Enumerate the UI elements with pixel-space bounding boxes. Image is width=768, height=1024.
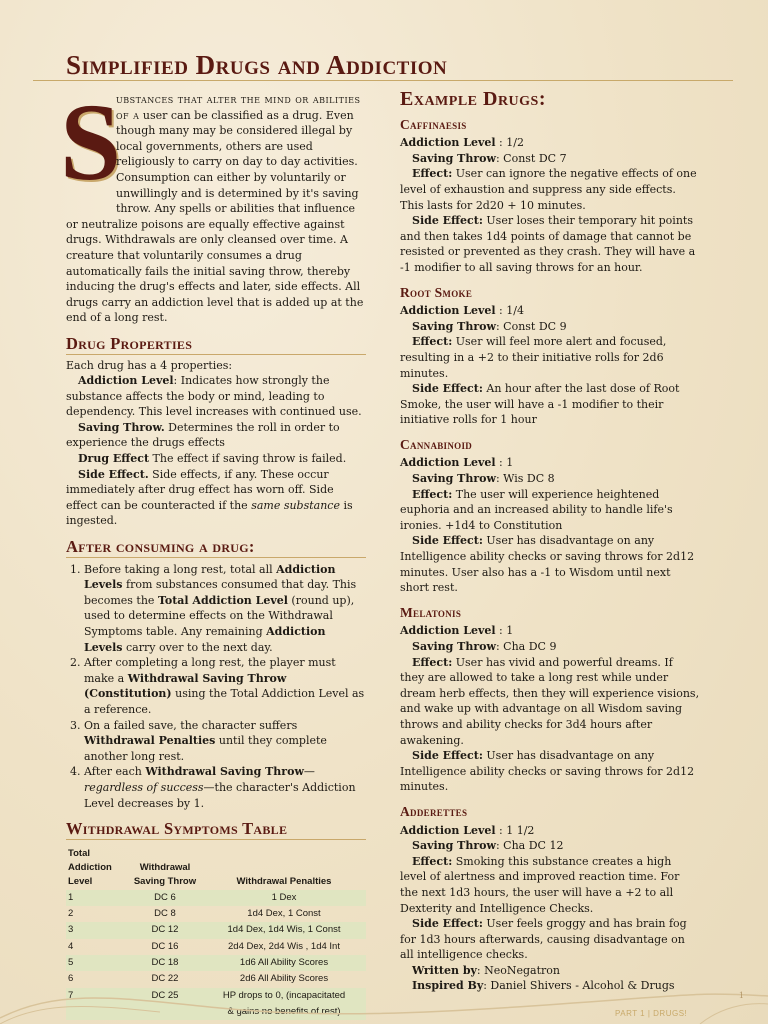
property-text: Determines the roll in order to experience the drugs effects	[66, 420, 340, 450]
page-title: Simplified Drugs and Addiction	[66, 50, 448, 80]
drug-side-effect: Side Effect: User feels groggy and has brain fog for 1d3 hours afterwards, causing disadvantage on all intelligence checks.	[400, 917, 687, 962]
table-row: & gains no benefits of rest)	[66, 1004, 366, 1020]
step-item: 4. After each Withdrawal Saving Throw—regardless of success—the character's Addiction Level decreases by 1.	[84, 764, 366, 811]
property-tail: is ingested.	[66, 498, 353, 528]
property-drug-effect	[66, 451, 366, 467]
property-sep: :	[173, 374, 181, 388]
table-row: 3 DC 12 1d4 Dex, 1d4 Wis, 1 Const	[66, 922, 366, 938]
col-total-addiction: Total Addiction Level	[68, 847, 112, 887]
property-addiction-level	[66, 373, 366, 420]
table-row: 4 DC 16 2d4 Dex, 2d4 Wis , 1d4 Int	[68, 940, 340, 952]
right-column	[400, 88, 700, 994]
drug-name: Melatonis	[400, 604, 462, 620]
drug-name: Adderettes	[400, 803, 468, 819]
property-label: Addiction Level	[78, 374, 174, 388]
after-consuming-heading: After consuming a drug:	[66, 539, 366, 558]
example-drugs-heading: Example Drugs:	[400, 88, 547, 110]
col-withdrawal-penalties: Withdrawal Penalties	[236, 875, 332, 887]
intro-paragraph	[60, 81, 366, 326]
drug-side-effect: Side Effect: User has disadvantage on any Intelligence ability checks or saving throws for 2d12 minutes.	[400, 749, 695, 794]
drug-save: Saving Throw: Cha DC 9	[412, 640, 557, 653]
property-text: The effect if saving throw is failed.	[152, 452, 347, 466]
left-column	[60, 81, 366, 1020]
property-side-effect	[66, 467, 366, 529]
drug-effect: Effect: User will feel more alert and focused, resulting in a +2 to their initiative rolls for 2d6 minutes.	[400, 335, 667, 380]
property-text: Side effects, if any. These occur immediately after drug effect has worn off. Side effect can be counteracted if the	[66, 467, 334, 512]
property-saving-throw	[66, 420, 366, 451]
inspired-by: Inspired By: Daniel Shivers - Alcohol & Drugs	[412, 979, 675, 993]
step-item: 2. After completing a long rest, the player must make a Withdrawal Saving Throw (Constitution) using the Total Addiction Level as a reference.	[84, 655, 366, 717]
drop-cap: S	[60, 81, 122, 203]
drug-addiction: Addiction Level : 1/4	[400, 304, 524, 318]
title-rule	[33, 80, 733, 81]
drug-entry-caffinaesis	[400, 117, 700, 276]
property-italic: same substance	[251, 498, 340, 512]
drug-effect: Effect: Smoking this substance creates a high level of alertness and improved reaction time. For the next 1d3 hours, the user will have a +2 to all Dexterity and Intelligence Checks.	[400, 854, 680, 915]
drug-side-effect: Side Effect: An hour after the last dose of Root Smoke, the user will have a -1 modifier to their initiative rolls for 1 hour	[400, 382, 680, 427]
drug-save: Saving Throw: Cha DC 12	[412, 839, 564, 853]
drug-save: Saving Throw: Const DC 7	[412, 151, 567, 165]
page-footer: PART 1 | DRUGS!	[615, 1009, 688, 1018]
drug-entry-adderettes	[400, 804, 700, 963]
drug-save: Saving Throw: Const DC 9	[412, 319, 567, 333]
table-row: 7 DC 25 HP drops to 0, (incapacitated	[66, 988, 366, 1004]
drug-effect: Effect: User has vivid and powerful dreams. If they are allowed to take a long rest while under dream herb effects, then they will experience visions, and wake up with advantage on all Wisdom saving throws and ability checks for 3d4 hours after awakening.	[400, 655, 700, 747]
after-steps-list	[66, 562, 366, 812]
table-row: 5 DC 18 1d6 All Ability Scores	[66, 955, 366, 971]
drug-addiction: Addiction Level : 1 1/2	[400, 823, 535, 837]
table-header-row	[66, 846, 366, 890]
table-row: 1 DC 6 1 Dex	[66, 890, 366, 906]
drug-name: Cannabinoid	[400, 436, 473, 452]
withdrawal-table-heading: Withdrawal Symptoms Table	[66, 821, 366, 840]
property-text: Indicates how strongly the substance affects the body or mind, leading to dependency. This level increases with continued use.	[66, 374, 362, 419]
drug-entry-root-smoke	[400, 285, 700, 428]
col-withdrawal-save: Withdrawal Saving Throw	[133, 861, 197, 887]
intro-smallcaps: ubstances that alter the mind or abilities of a	[116, 93, 361, 122]
drug-addiction: Addiction Level : 1/2	[400, 136, 524, 150]
intro-text: user can be classified as a drug. Even though many may be considered illegal by local governments, others are used religiously to carry on day to day activities. Consumption can either by voluntarily or unwillingly and is determined by it's saving throw. Any spells or abilities that influence or neutralize poisons are equally effective against drugs. Withdrawals are only cleansed over time. A creature that voluntarily consumes a drug automatically fails the initial saving throw, thereby inducing the drug's effects and later, side effects. All drugs carry an addiction level that is added up at the end of a long rest.	[66, 108, 364, 325]
drug-name: Root Smoke	[400, 284, 473, 300]
drug-side-effect: Side Effect: User has disadvantage on any Intelligence ability checks or saving throws for 2d12 minutes. User also has a -1 to Wisdom until next short rest.	[400, 534, 695, 595]
drug-save: Saving Throw: Wis DC 8	[412, 472, 555, 486]
written-by: Written by: NeoNegatron	[412, 963, 560, 977]
property-label: Saving Throw.	[78, 420, 165, 434]
drug-effect: Effect: The user will experience heightened euphoria and an increased ability to handle life's ironies. +1d4 to Constitution	[400, 487, 673, 532]
step-item: 1. Before taking a long rest, total all Addiction Levels from substances consumed that day. This becomes the Total Addiction Level (round up), used to determine effects on the Withdrawal Symptoms table. Any remaining Addiction Levels carry over to the next day.	[84, 562, 366, 656]
drug-effect: Effect: User can ignore the negative effects of one level of exhaustion and suppress any side effects. This lasts for 2d20 + 10 minutes.	[400, 167, 697, 212]
properties-lead: Each drug has a 4 properties:	[66, 358, 233, 372]
table-row: 6 DC 22 2d6 All Ability Scores	[68, 973, 329, 985]
table-row: 2 DC 8 1d4 Dex, 1 Const	[68, 908, 321, 920]
drug-entry-melatonis	[400, 605, 700, 795]
drug-name: Caffinaesis	[400, 116, 467, 132]
page-number: 1	[739, 990, 744, 1000]
drug-properties-heading: Drug Properties	[66, 336, 366, 355]
drug-addiction: Addiction Level : 1	[400, 624, 514, 638]
property-label: Drug Effect	[78, 452, 150, 466]
drug-addiction: Addiction Level : 1	[400, 456, 514, 470]
step-item: 3. On a failed save, the character suffers Withdrawal Penalties until they complete another long rest.	[84, 718, 366, 765]
drug-entry-cannabinoid	[400, 437, 700, 596]
drug-side-effect: Side Effect: User loses their temporary hit points and then takes 1d4 points of damage that cannot be resisted or prevented as they crash. They will have a -1 modifier to all saving throws for an hour.	[400, 214, 696, 274]
property-label: Side Effect.	[78, 467, 149, 481]
